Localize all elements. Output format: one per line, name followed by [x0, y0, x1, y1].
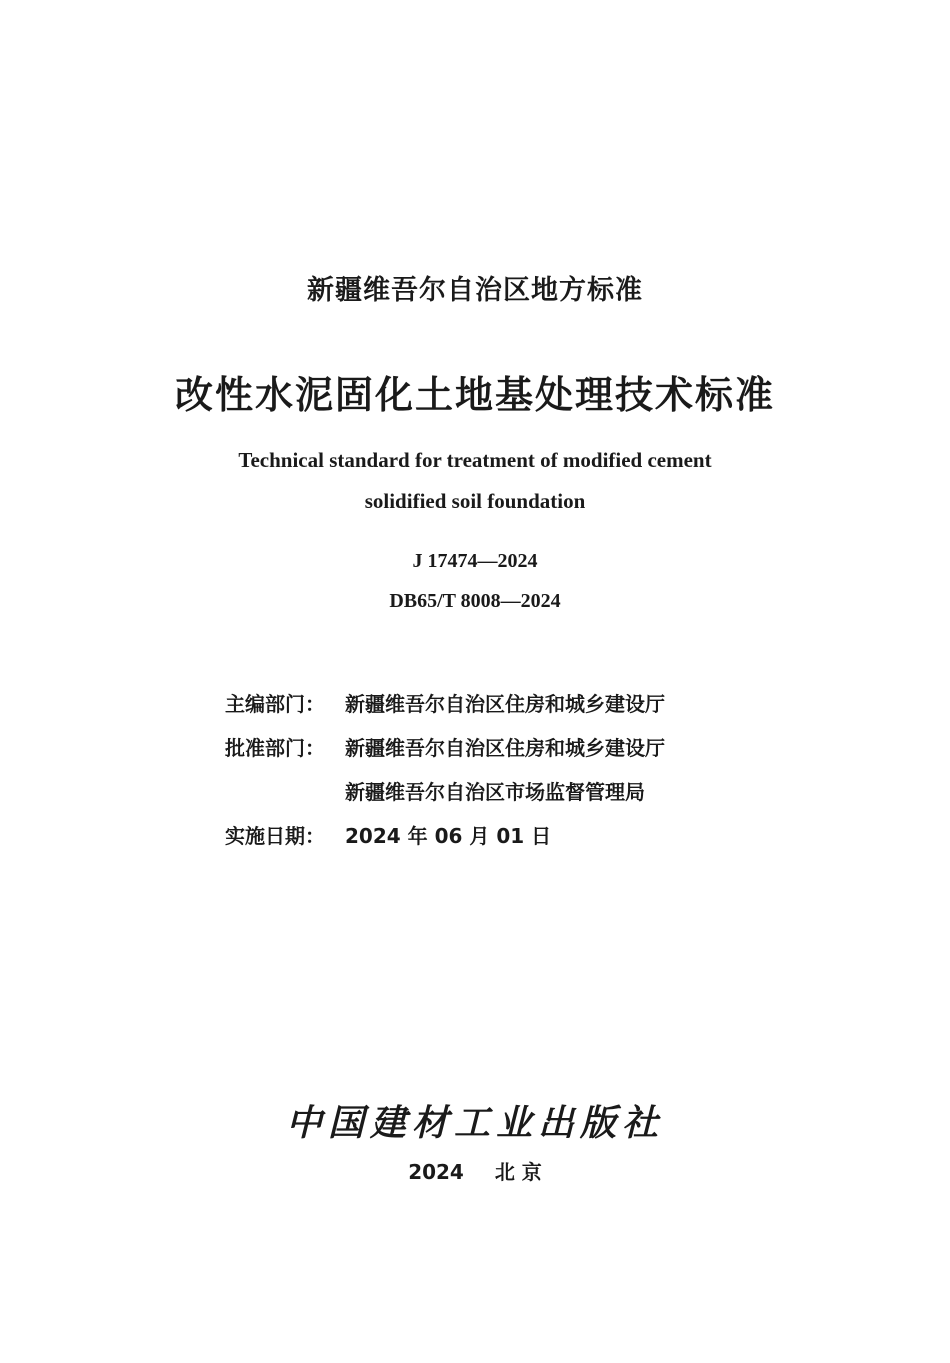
- publisher-name: 中国建材工业出版社: [285, 1102, 664, 1144]
- approver-label: 批准部门：: [225, 735, 325, 760]
- date-value: 2024 年 06 月 01 日: [345, 823, 552, 848]
- approver-value-1: 新疆维吾尔自治区住房和城乡建设厅: [345, 735, 665, 760]
- approver-row-2: [225, 768, 785, 812]
- publication-city: 北 京: [494, 1160, 542, 1184]
- date-row: [225, 812, 785, 856]
- document-title-en: [0, 440, 950, 522]
- editor-label: 主编部门：: [225, 691, 325, 716]
- editor-row: [225, 680, 785, 724]
- approver-value-2: 新疆维吾尔自治区市场监督管理局: [345, 779, 645, 804]
- standard-codes: [0, 541, 950, 621]
- publication-line: [0, 1156, 950, 1185]
- j-code: J 17474—2024: [412, 550, 538, 572]
- db-code: DB65/T 8008—2024: [389, 590, 561, 612]
- issuance-info: [225, 680, 785, 856]
- date-label: 实施日期：: [225, 823, 325, 848]
- approver-row: [225, 724, 785, 768]
- document-title-cn: 改性水泥固化土地基处理技术标准: [174, 372, 775, 417]
- title-en-line-1: Technical standard for treatment of modified cement: [238, 448, 712, 472]
- publication-year: 2024: [408, 1160, 464, 1184]
- standard-series-label: 新疆维吾尔自治区地方标准: [307, 275, 643, 306]
- title-en-line-2: solidified soil foundation: [364, 489, 586, 513]
- editor-value: 新疆维吾尔自治区住房和城乡建设厅: [345, 691, 665, 716]
